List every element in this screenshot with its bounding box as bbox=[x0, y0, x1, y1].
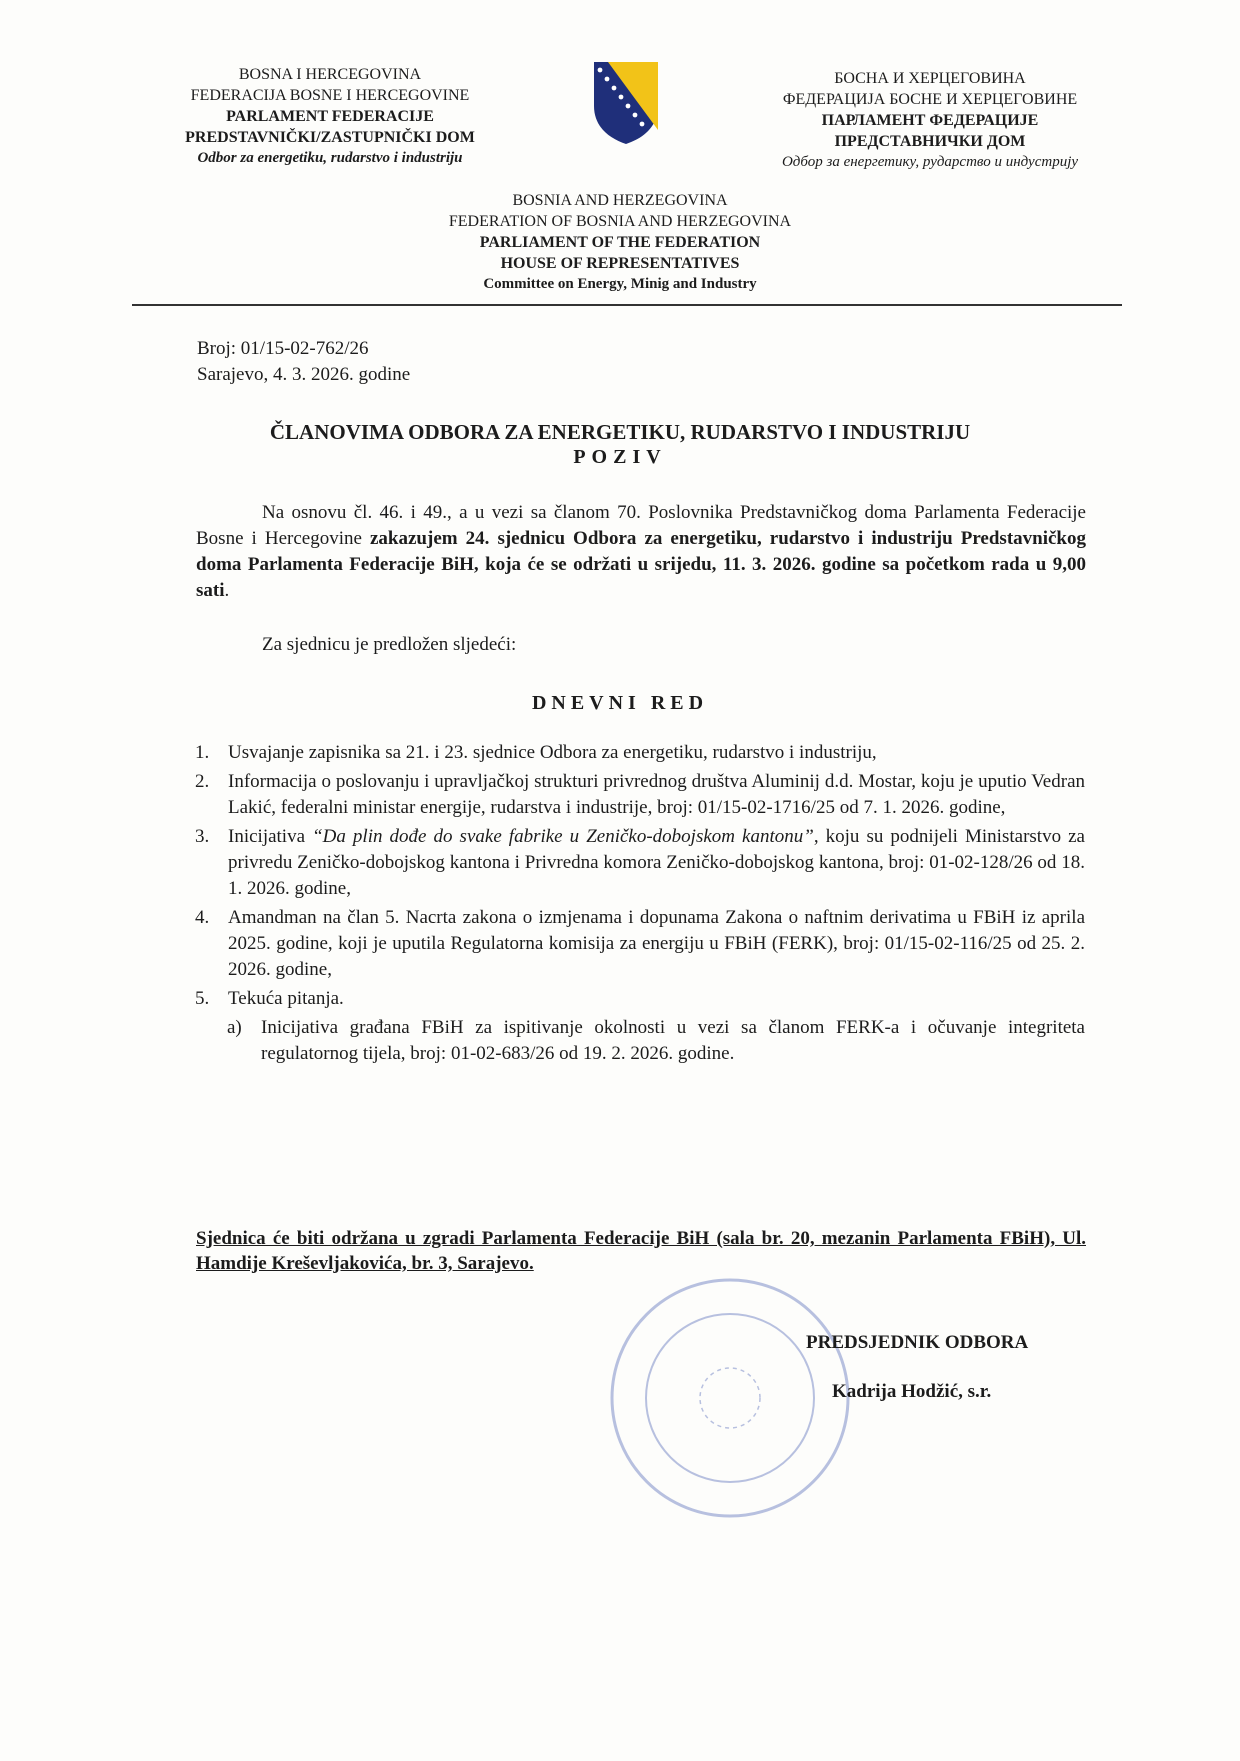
signatory-name: Kadrija Hodžić, s.r. bbox=[832, 1381, 992, 1402]
agenda-item-text: Tekuća pitanja. bbox=[228, 988, 344, 1009]
agenda-subitem-letter: a) bbox=[227, 1017, 242, 1038]
signatory-title: PREDSJEDNIK ODBORA bbox=[806, 1332, 1029, 1353]
header-center-parliament: PARLIAMENT OF THE FEDERATION bbox=[479, 234, 761, 251]
agenda-item-text-post: , koju su podnijeli Ministarstvo za privredu Zeničko-dobojskog kantona i Privredna komora Zeničko-dobojskog kantona, broj: 01-02-128/26 od 18. 1. 2026. godine, bbox=[228, 826, 1085, 899]
official-stamp-icon bbox=[600, 1268, 860, 1528]
header-center bbox=[380, 190, 860, 295]
header-center-house: HOUSE OF REPRESENTATIVES bbox=[500, 255, 740, 272]
header-right-committee: Одбор за енергетику, рударство и индустрију bbox=[781, 154, 1079, 170]
agenda-item bbox=[195, 824, 1085, 902]
header-right-country: БОСНА И ХЕРЦЕГОВИНА bbox=[834, 70, 1026, 87]
intro-bold-text: zakazujem 24. sjednicu Odbora za energetiku, rudarstvo i industriju Predstavničkog doma Parlamenta Federacije BiH, koja će se održati u srijedu, 11. 3. 2026. godine sa početkom rada u 9,00 sati bbox=[196, 528, 1086, 601]
agenda-item-text: Usvajanje zapisnika sa 21. i 23. sjednice Odbora za energetiku, rudarstvo i industriju, bbox=[228, 742, 877, 763]
header-left-committee: Odbor za energetiku, rudarstvo i industriju bbox=[197, 150, 463, 166]
intro-paragraph bbox=[196, 500, 1086, 604]
agenda-item bbox=[195, 905, 1085, 983]
agenda-item-number: 3. bbox=[195, 826, 210, 847]
agenda-list bbox=[195, 740, 1085, 1070]
header-right bbox=[740, 68, 1120, 173]
agenda-item-number: 1. bbox=[195, 742, 210, 763]
header-left-federation: FEDERACIJA BOSNE I HERCEGOVINE bbox=[190, 87, 470, 104]
intro-end: . bbox=[224, 580, 230, 601]
agenda-item-text-pre: Inicijativa bbox=[228, 826, 313, 847]
agenda-item-number: 2. bbox=[195, 771, 210, 792]
header-right-house: ПРЕДСТАВНИЧКИ ДОМ bbox=[834, 133, 1026, 150]
reference-place-date: Sarajevo, 4. 3. 2026. godine bbox=[197, 364, 411, 385]
header-divider bbox=[132, 304, 1122, 306]
header-left-country: BOSNA I HERCEGOVINA bbox=[238, 66, 422, 83]
invitation-heading: POZIV bbox=[573, 446, 667, 468]
agenda-heading: DNEVNI RED bbox=[531, 692, 709, 714]
intro-plain-text: Na osnovu čl. 46. i 49., a u vezi sa članom 70. Poslovnika Predstavničkog doma Parlamenta Federacije Bosne i Hercegovine bbox=[196, 502, 1086, 549]
agenda-item-initiative-title: “Da plin dođe do svake fabrike u Zeničko-dobojskom kantonu” bbox=[312, 826, 814, 847]
venue-note: Sjednica će biti održana u zgradi Parlamenta Federacije BiH (sala br. 20, mezanin Parlamenta FBiH), Ul. Hamdije Kreševljakovića, br. 3, Sarajevo. bbox=[196, 1228, 1086, 1274]
agenda-item bbox=[195, 986, 1085, 1067]
addressee-title: ČLANOVIMA ODBORA ZA ENERGETIKU, RUDARSTVO I INDUSTRIJU bbox=[269, 420, 971, 444]
agenda-item bbox=[195, 740, 1085, 766]
header-right-federation: ФЕДЕРАЦИЈА БОСНЕ И ХЕРЦЕГОВИНЕ bbox=[782, 91, 1078, 108]
header-left-parliament: PARLAMENT FEDERACIJE bbox=[226, 108, 434, 125]
agenda-item-text: Amandman na član 5. Nacrta zakona o izmjenama i dopunama Zakona o naftnim derivatima u FBiH iz aprila 2025. godine, koji je uputila Regulatorna komisija za energiju u FBiH (FERK), broj: 01/15-02-116/25 od 25. 2. 2026. godine, bbox=[228, 907, 1085, 980]
header-center-federation: FEDERATION OF BOSNIA AND HERZEGOVINA bbox=[448, 213, 792, 230]
agenda-item-text: Informacija o poslovanju i upravljačkoj strukturi privrednog društva Aluminij d.d. Mostar, koju je uputio Vedran Lakić, federalni ministar energije, rudarstva i industrije, broj: 01/15-02-1716/25 od 7. 1. 2026. godine, bbox=[228, 771, 1085, 818]
agenda-subitem-text: Inicijativa građana FBiH za ispitivanje okolnosti u vezi sa članom FERK-a i očuvanje integriteta regulatornog tijela, broj: 01-02-683/26 od 19. 2. 2026. godine. bbox=[261, 1017, 1085, 1064]
header-center-committee: Committee on Energy, Minig and Industry bbox=[483, 276, 757, 292]
header-left-house: PREDSTAVNIČKI/ZASTUPNIČKI DOM bbox=[185, 129, 475, 146]
agenda-subitem bbox=[195, 1015, 1085, 1067]
reference-block bbox=[197, 336, 410, 388]
header-left bbox=[150, 64, 510, 169]
coat-of-arms-icon bbox=[590, 60, 662, 146]
agenda-item-number: 5. bbox=[195, 988, 210, 1009]
header-right-parliament: ПАРЛАМЕНТ ФЕДЕРАЦИЈЕ bbox=[821, 112, 1039, 129]
reference-number: Broj: 01/15-02-762/26 bbox=[197, 338, 369, 359]
agenda-item bbox=[195, 769, 1085, 821]
header-center-country: BOSNIA AND HERZEGOVINA bbox=[512, 192, 728, 209]
agenda-item-number: 4. bbox=[195, 907, 210, 928]
proposed-line: Za sjednicu je predložen sljedeći: bbox=[262, 634, 517, 655]
